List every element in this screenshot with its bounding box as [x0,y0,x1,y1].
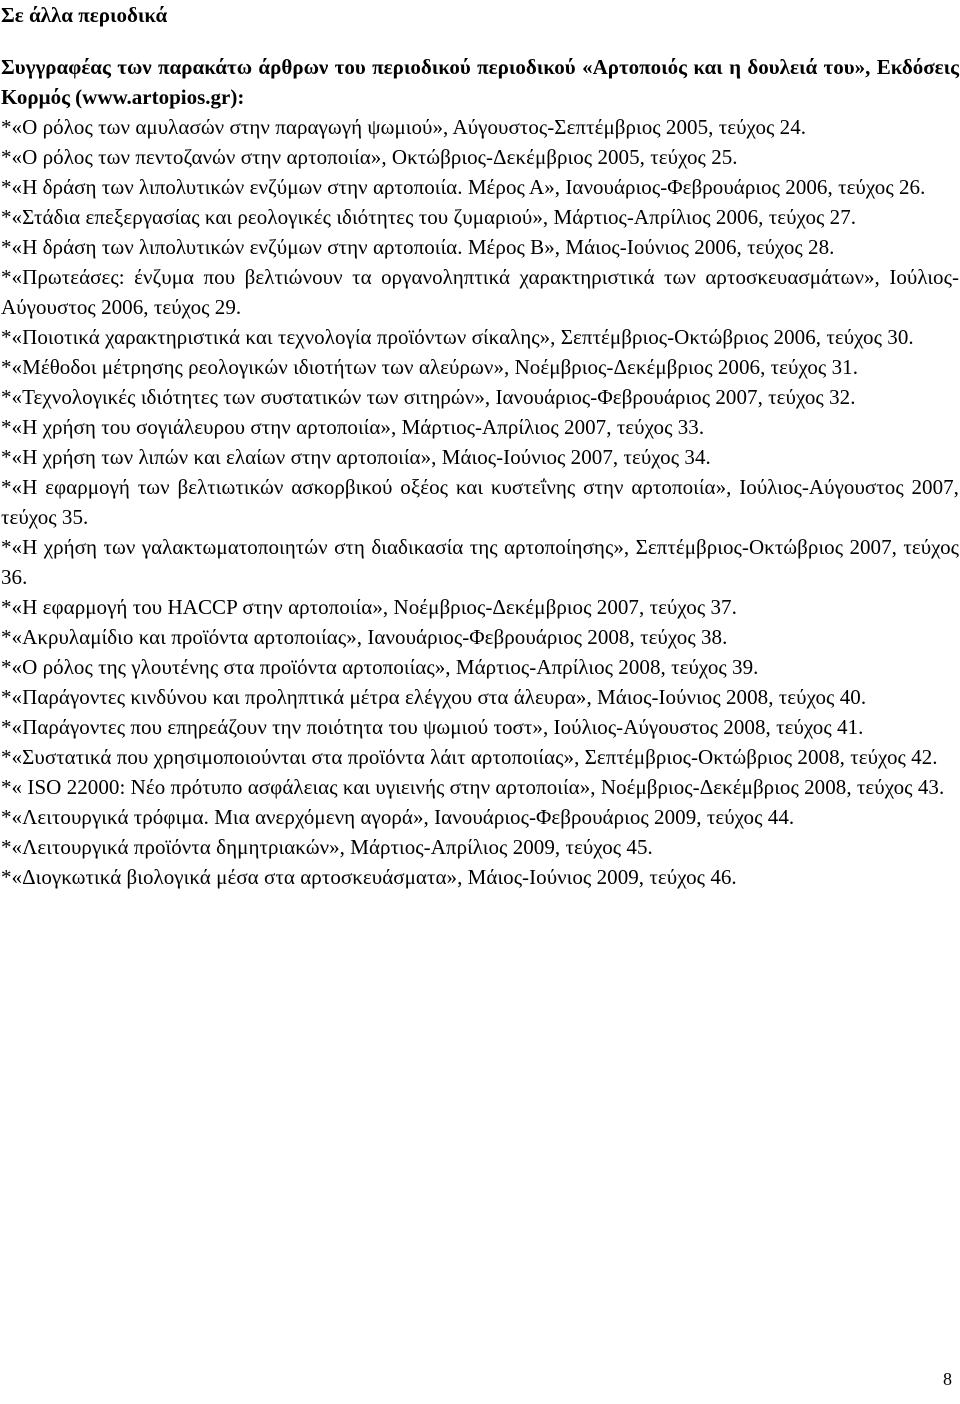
article-entry: *« ISO 22000: Νέο πρότυπο ασφάλειας και υγιεινής στην αρτοποιία», Νοέμβριος-Δεκέμβριος 2008, τεύχος 43. [1,775,945,799]
article-entry: *«Η δράση των λιπολυτικών ενζύμων στην αρτοποιία. Μέρος Α», Ιανουάριος-Φεβρουάριος 2006, τεύχος 26. [1,175,926,199]
article-entry: *«Τεχνολογικές ιδιότητες των συστατικών των σιτηρών», Ιανουάριος-Φεβρουάριος 2007, τεύχος 32. [1,385,856,409]
document-page [1,0,959,892]
article-entry: *«Ο ρόλος της γλουτένης στα προϊόντα αρτοποιίας», Μάρτιος-Απρίλιος 2008, τεύχος 39. [1,655,759,679]
article-entry: *«Η χρήση των λιπών και ελαίων στην αρτοποιία», Μάιος-Ιούνιος 2007, τεύχος 34. [1,445,711,469]
article-entry: *«Παράγοντες που επηρεάζουν την ποιότητα του ψωμιού τοστ», Ιούλιος-Αύγουστος 2008, τεύχος 41. [1,715,864,739]
article-entry: *«Λειτουργικά τρόφιμα. Μια ανερχόμενη αγορά», Ιανουάριος-Φεβρουάριος 2009, τεύχος 44. [1,805,795,829]
article-entry: *«Η χρήση των γαλακτωματοποιητών στη διαδικασία της αρτοποίησης», Σεπτέμβριος-Οκτώβριος 2007, τεύχος 36. [1,535,959,589]
article-entry: *«Συστατικά που χρησιμοποιούνται στα προϊόντα λάιτ αρτοποιίας», Σεπτέμβριος-Οκτώβριος 2008, τεύχος 42. [1,745,938,769]
section-heading: Σε άλλα περιοδικά [1,3,168,27]
article-entry: *«Στάδια επεξεργασίας και ρεολογικές ιδιότητες του ζυμαριού», Μάρτιος-Απρίλιος 2006, τεύχος 27. [1,205,857,229]
article-entry: *«Ποιοτικά χαρακτηριστικά και τεχνολογία προϊόντων σίκαλης», Σεπτέμβριος-Οκτώβριος 2006, τεύχος 30. [1,325,914,349]
article-entry: *«Παράγοντες κινδύνου και προληπτικά μέτρα ελέγχου στα άλευρα», Μάιος-Ιούνιος 2008, τεύχος 40. [1,685,867,709]
article-entry: *«Ακρυλαμίδιο και προϊόντα αρτοποιίας», Ιανουάριος-Φεβρουάριος 2008, τεύχος 38. [1,625,728,649]
article-entry: *«Πρωτεάσες: ένζυμα που βελτιώνουν τα οργανοληπτικά χαρακτηριστικά των αρτοσκευασμάτων», Ιούλιος-Αύγουστος 2006, τεύχος 29. [1,265,959,319]
article-entry: *«Η εφαρμογή των βελτιωτικών ασκορβικού οξέος και κυστεΐνης στην αρτοποιία», Ιούλιος-Αύγουστος 2007, τεύχος 35. [1,475,959,529]
article-entry: *«Λειτουργικά προϊόντα δημητριακών», Μάρτιος-Απρίλιος 2009, τεύχος 45. [1,835,653,859]
intro-paragraph: Συγγραφέας των παρακάτω άρθρων του περιοδικού περιοδικού «Αρτοποιός και η δουλειά του», Εκδόσεις Κορμός (www.artopios.gr): [1,55,959,109]
article-entry: *«Ο ρόλος των πεντοζανών στην αρτοποιία», Οκτώβριος-Δεκέμβριος 2005, τεύχος 25. [1,145,738,169]
article-list [1,112,959,892]
article-entry: *«Η εφαρμογή του HACCP στην αρτοποιία», Νοέμβριος-Δεκέμβριος 2007, τεύχος 37. [1,595,737,619]
article-entry: *«Η χρήση του σογιάλευρου στην αρτοποιία», Μάρτιος-Απρίλιος 2007, τεύχος 33. [1,415,705,439]
article-entry: *«Μέθοδοι μέτρησης ρεολογικών ιδιοτήτων των αλεύρων», Νοέμβριος-Δεκέμβριος 2006, τεύχος 31. [1,355,858,379]
article-entry: *«Διογκωτικά βιολογικά μέσα στα αρτοσκευάσματα», Μάιος-Ιούνιος 2009, τεύχος 46. [1,865,737,889]
page-number: 8 [943,1369,952,1389]
article-entry: *«Η δράση των λιπολυτικών ενζύμων στην αρτοποιία. Μέρος Β», Μάιος-Ιούνιος 2006, τεύχος 28. [1,235,835,259]
article-entry: *«Ο ρόλος των αμυλασών στην παραγωγή ψωμιού», Αύγουστος-Σεπτέμβριος 2005, τεύχος 24. [1,115,807,139]
